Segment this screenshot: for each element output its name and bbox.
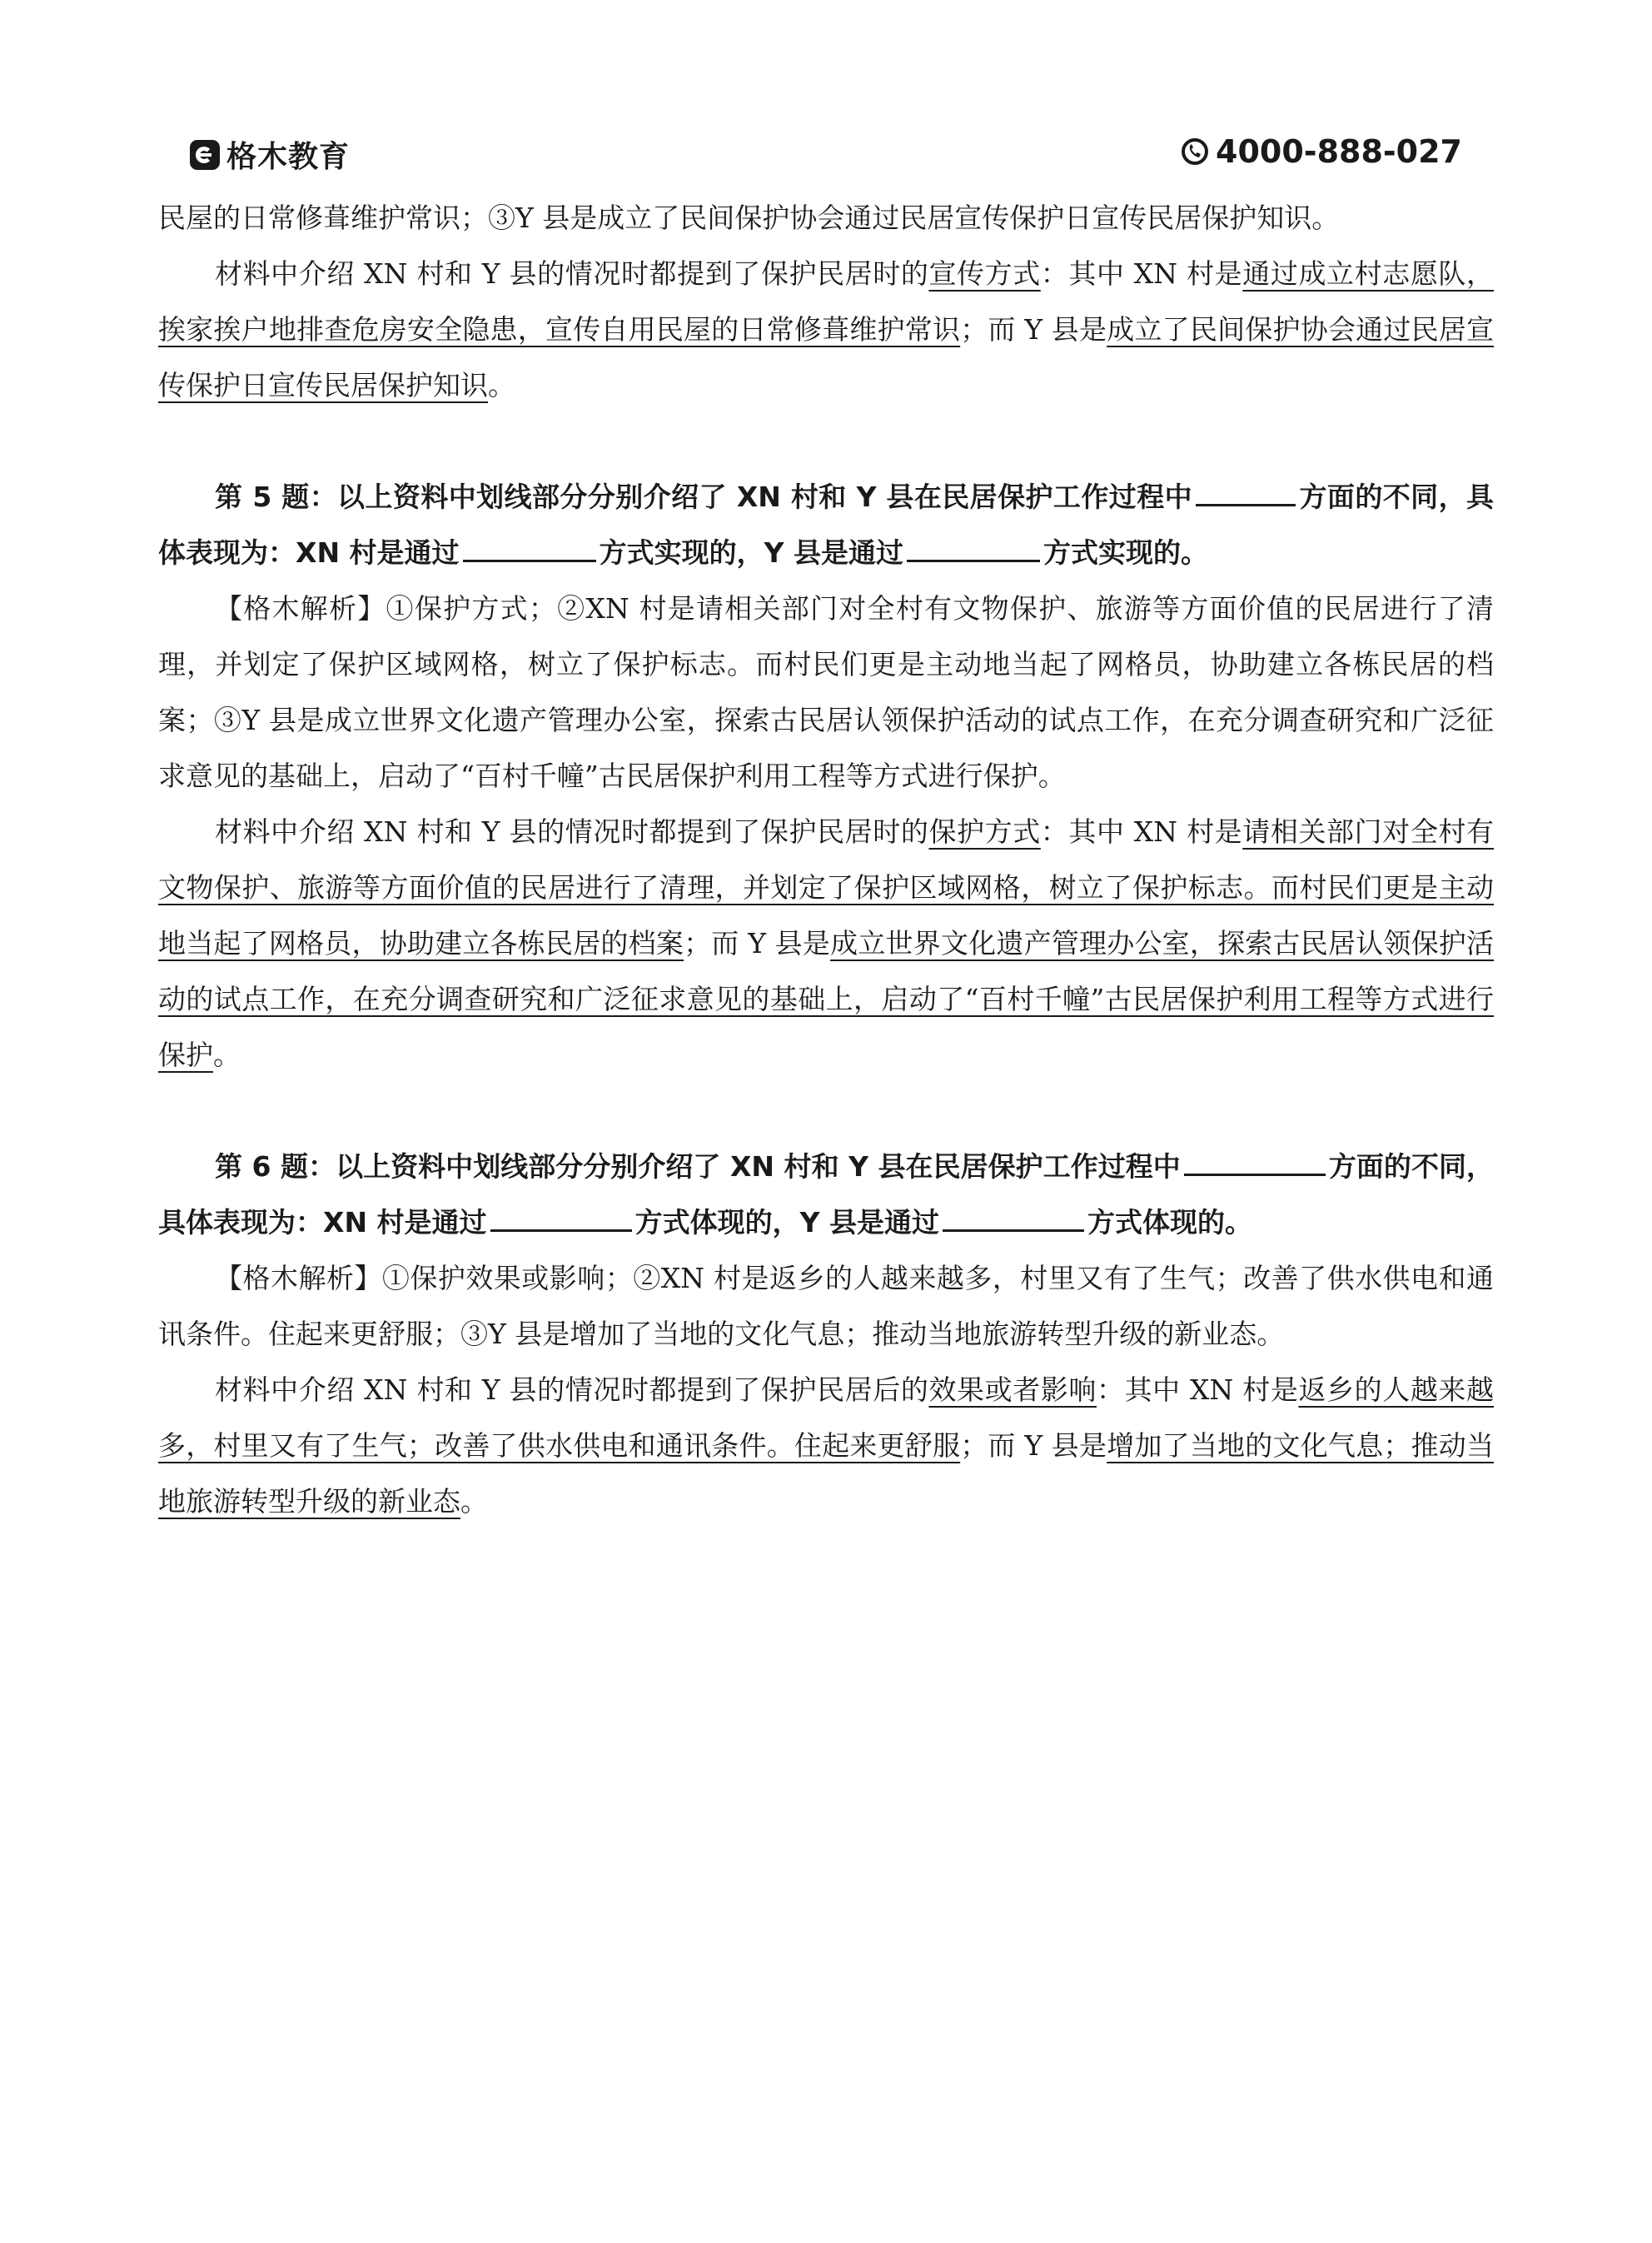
answer-blank xyxy=(1196,479,1296,506)
summary-key-underline: 效果或者影响 xyxy=(928,1373,1097,1406)
answer-blank xyxy=(943,1204,1084,1232)
question-5 xyxy=(158,469,1494,581)
summary-text: ；而 Y 县是 xyxy=(684,927,831,960)
question-text: 方式实现的。 xyxy=(1042,536,1208,569)
q6-analysis: 【格木解析】①保护效果或影响；②XN 村是返乡的人越来越多，村里又有了生气；改善了供水供电和通讯条件。住起来更舒服；③Y 县是增加了当地的文化气息；推动当地旅游转型升级的新业态。 xyxy=(158,1262,1494,1350)
question-text: 方式实现的，Y 县是通过 xyxy=(599,536,903,569)
ge-logo-icon xyxy=(190,140,220,170)
brand-name: 格木教育 xyxy=(226,140,351,174)
summary-text: ：其中 XN 村是 xyxy=(1040,257,1243,290)
document-body xyxy=(158,190,1494,1529)
question-6 xyxy=(158,1139,1494,1250)
summary-key-underline: 保护方式 xyxy=(928,815,1041,848)
question-text: 方式体现的，Y 县是通过 xyxy=(634,1206,939,1239)
intro-summary xyxy=(158,246,1494,413)
summary-text: 。 xyxy=(488,369,515,401)
q5-analysis: 【格木解析】①保护方式；②XN 村是请相关部门对全村有文物保护、旅游等方面价值的民居进行了清理，并划定了保护区域网格，树立了保护标志。而村民们更是主动地当起了网格员，协助建立各栋民居的档案；③Y 县是成立世界文化遗产管理办公室，探索古民居认领保护活动的试点工作，在充分调查研究和广泛征求意见的基础上，启动了“百村千幢”古民居保护利用工程等方式进行保护。 xyxy=(158,592,1494,792)
question-text: 第 6 题：以上资料中划线部分分别介绍了 XN 村和 Y 县在民居保护工作过程中 xyxy=(215,1150,1181,1183)
summary-xn-underline: 通过成立村志愿队，挨家挨户地排查危房安全隐患，宣传自用民屋的日常修葺维护常识 xyxy=(158,257,1494,346)
q6-summary xyxy=(158,1362,1494,1529)
question-text: 方式体现的。 xyxy=(1087,1206,1252,1239)
summary-text: ；而 Y 县是 xyxy=(960,313,1107,346)
phone-contact xyxy=(1181,133,1462,170)
summary-text: 材料中介绍 XN 村和 Y 县的情况时都提到了保护民居时的 xyxy=(215,257,929,290)
summary-y-underline: 成立了民间保护协会通过民居宣传保护日宣传民居保护知识 xyxy=(158,313,1495,401)
intro-continuation: 民屋的日常修葺维护常识；③Y 县是成立了民间保护协会通过民居宣传保护日宣传民居保护知识。 xyxy=(158,202,1340,234)
summary-text: ：其中 XN 村是 xyxy=(1040,815,1243,848)
spacer xyxy=(158,1083,1494,1139)
summary-text: ；而 Y 县是 xyxy=(960,1429,1107,1462)
question-text: 方面的不同，具体表现为：XN 村是通过 xyxy=(158,1150,1495,1239)
summary-text: 材料中介绍 XN 村和 Y 县的情况时都提到了保护民居时的 xyxy=(215,815,929,848)
answer-blank xyxy=(1184,1149,1326,1176)
summary-text: 。 xyxy=(213,1039,241,1071)
summary-xn-underline: 请相关部门对全村有文物保护、旅游等方面价值的民居进行了清理，并划定了保护区域网格，树立了保护标志。而村民们更是主动地当起了网格员，协助建立各栋民居的档案 xyxy=(158,815,1494,960)
summary-y-underline: 增加了当地的文化气息；推动当地旅游转型升级的新业态 xyxy=(158,1429,1495,1518)
summary-key-underline: 宣传方式 xyxy=(928,257,1041,290)
page-header xyxy=(190,133,1462,177)
question-text: 第 5 题：以上资料中划线部分分别介绍了 XN 村和 Y 县在民居保护工作过程中 xyxy=(215,481,1193,513)
summary-text: 。 xyxy=(460,1485,488,1518)
summary-y-underline: 成立世界文化遗产管理办公室，探索古民居认领保护活动的试点工作，在充分调查研究和广泛征求意见的基础上，启动了“百村千幢”古民居保护利用工程等方式进行保护 xyxy=(158,927,1495,1071)
brand-logo xyxy=(190,133,350,176)
question-text: 方面的不同，具体表现为：XN 村是通过 xyxy=(158,481,1494,569)
phone-number: 4000-888-027 xyxy=(1216,133,1462,170)
phone-icon xyxy=(1181,137,1209,166)
spacer xyxy=(158,413,1494,469)
answer-blank xyxy=(490,1204,632,1232)
answer-blank xyxy=(463,535,596,562)
summary-text: 材料中介绍 XN 村和 Y 县的情况时都提到了保护民居后的 xyxy=(215,1373,929,1406)
summary-text: ：其中 XN 村是 xyxy=(1096,1373,1299,1406)
answer-blank xyxy=(907,535,1040,562)
summary-xn-underline: 返乡的人越来越多，村里又有了生气；改善了供水供电和通讯条件。住起来更舒服 xyxy=(158,1373,1495,1462)
q5-summary xyxy=(158,804,1494,1083)
